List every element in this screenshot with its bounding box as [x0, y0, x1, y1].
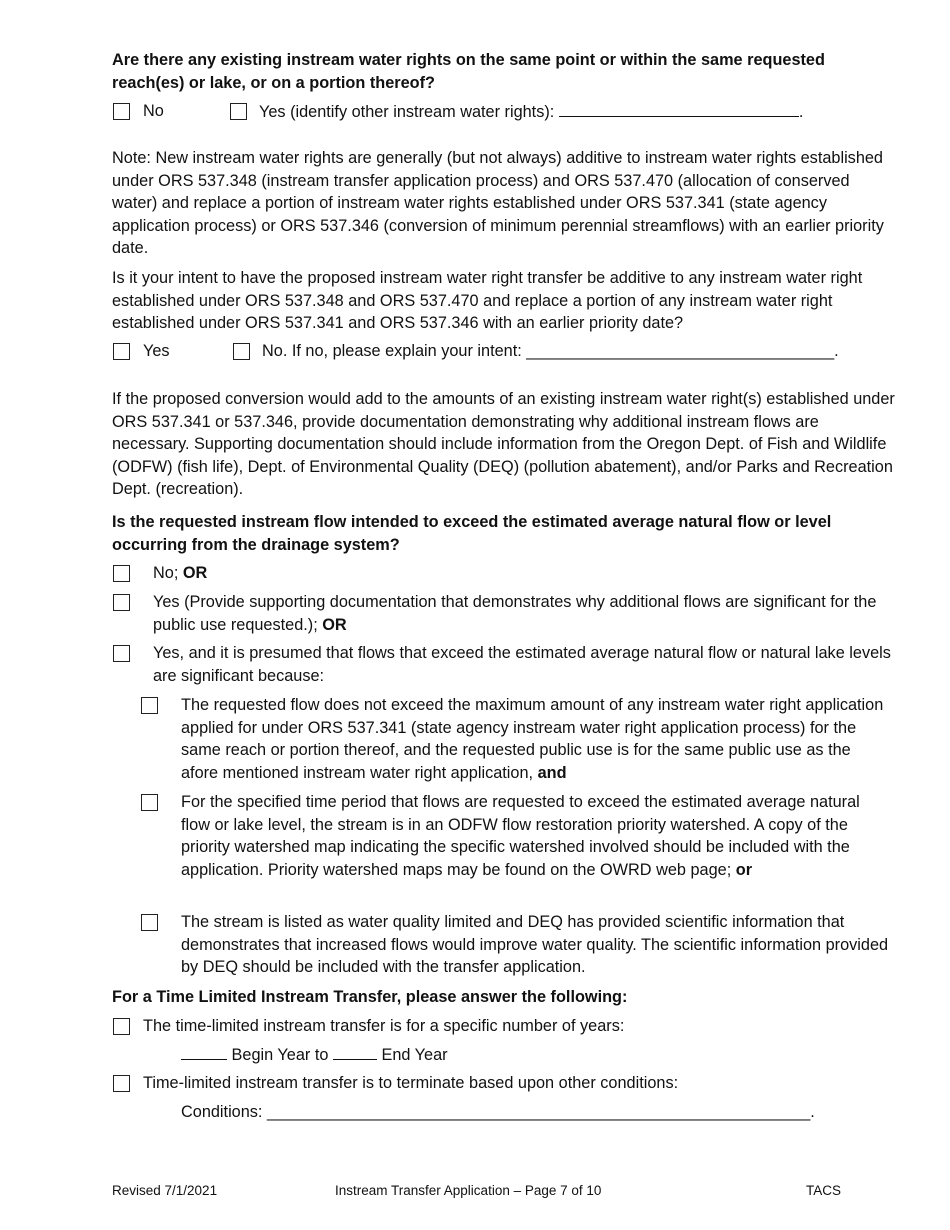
sub2-or: or — [735, 860, 753, 879]
q3-question: Is the requested instream flow intended to exceed the estimated average natural flow or level occurring from the drainage system? — [112, 513, 832, 554]
q3-no-or: OR — [182, 564, 208, 582]
q2-no-label: No. If no, please explain your intent: __________________________________. — [262, 342, 839, 360]
sub1-and: and — [537, 763, 567, 782]
q3-yes-presumed-checkbox[interactable] — [113, 645, 130, 662]
conversion-paragraph: If the proposed conversion would add to the amounts of an existing instream water right(s) established under ORS 537.341 or 537.346, provide documentation demonstrating why additional instream flows are necessary. Supporting documentation should include information from the Oregon Dept. of Fish and Wildlife (ODFW) (fish life), Dept. of Environmental Quality (DEQ) (pollution abatement), and/or Parks and Recreation Dept. (recreation). — [112, 390, 895, 499]
q1-question: Are there any existing instream water rights on the same point or within the same requested reach(es) or lake, or on a portion thereof? — [112, 51, 825, 92]
sub2-text: For the specified time period that flows are requested to exceed the estimated average natural flow or lake level, the stream is in an ODFW flow restoration priority watershed. A copy of the priority watershed map indicating the specific watershed involved should be included with the application. Priority watershed maps may be found on the OWRD web page; — [181, 793, 860, 879]
q3-yes-doc-label — [153, 591, 888, 636]
note-paragraph: Note: New instream water rights are generally (but not always) additive to instream water rights established under ORS 537.348 (instream transfer application process) and ORS 537.470 (allocation of conserved water) and replace a portion of instream water rights established under ORS 537.341 (state agency application process) or ORS 537.346 (conversion of minimum perennial streamflows) with an earlier priority date. — [112, 149, 884, 258]
sub1-label — [181, 694, 886, 784]
q3-yes-doc-text: Yes (Provide supporting documentation that demonstrates why additional flows are significant for the public use requested.); — [153, 593, 877, 634]
q3-no-label — [153, 562, 207, 585]
q3-no-checkbox[interactable] — [113, 565, 130, 582]
q4-years-checkbox[interactable] — [113, 1018, 130, 1035]
q3-no-text: No; — [153, 564, 179, 582]
footer-page: Instream Transfer Application – Page 7 of 10 — [335, 1183, 602, 1198]
q1-no-checkbox[interactable] — [113, 103, 130, 120]
q4-year-range — [181, 1043, 448, 1067]
q3-yes-doc-checkbox[interactable] — [113, 594, 130, 611]
q1-yes-blank[interactable] — [559, 100, 799, 117]
q2-question: Is it your intent to have the proposed instream water right transfer be additive to any instream water right established under ORS 537.348 and ORS 537.470 and replace a portion of any instream water right established under ORS 537.341 and ORS 537.346 with an earlier priority date? — [112, 269, 863, 333]
footer-tacs: TACS — [806, 1183, 842, 1198]
q3-yes-doc-or: OR — [322, 615, 347, 634]
q4-conditions-checkbox[interactable] — [113, 1075, 130, 1092]
begin-year-blank[interactable] — [181, 1043, 227, 1060]
q2-yes-checkbox[interactable] — [113, 343, 130, 360]
q1-yes-text: Yes (identify other instream water rights): — [259, 103, 555, 121]
q1-period: . — [798, 103, 804, 121]
sub3-checkbox[interactable] — [141, 914, 158, 931]
sub2-checkbox[interactable] — [141, 794, 158, 811]
q1-yes-checkbox[interactable] — [230, 103, 247, 120]
sub1-text: The requested flow does not exceed the maximum amount of any instream water right application applied for under ORS 537.341 (state agency instream water right application process) for the same reach or portion thereof, and the requested public use is for the same public use as the afore mentioned instream water right application, — [181, 696, 884, 782]
end-year-label: End Year — [381, 1046, 448, 1064]
q3-yes-presumed-label: Yes, and it is presumed that flows that exceed the estimated average natural flow or natural lake levels are significant because: — [153, 644, 891, 685]
q2-yes-label: Yes — [143, 342, 170, 360]
q4-years-label: The time-limited instream transfer is for a specific number of years: — [143, 1017, 625, 1035]
q1-no-label: No — [143, 102, 164, 120]
q4-conditions-field[interactable]: Conditions: ____________________________________________________________. — [181, 1103, 815, 1121]
end-year-blank[interactable] — [333, 1043, 377, 1060]
q4-conditions-option: Time-limited instream transfer is to terminate based upon other conditions: — [143, 1074, 679, 1092]
footer-revised: Revised 7/1/2021 — [112, 1183, 218, 1198]
begin-year-label: Begin Year to — [231, 1046, 329, 1064]
q1-yes-label — [259, 100, 803, 124]
sub2-label — [181, 791, 886, 881]
q4-heading: For a Time Limited Instream Transfer, please answer the following: — [112, 988, 628, 1006]
sub1-checkbox[interactable] — [141, 697, 158, 714]
sub3-label: The stream is listed as water quality limited and DEQ has provided scientific information that demonstrates that increased flows would improve water quality. The scientific information provided by DEQ should be included with the transfer application. — [181, 913, 889, 977]
q2-no-checkbox[interactable] — [233, 343, 250, 360]
